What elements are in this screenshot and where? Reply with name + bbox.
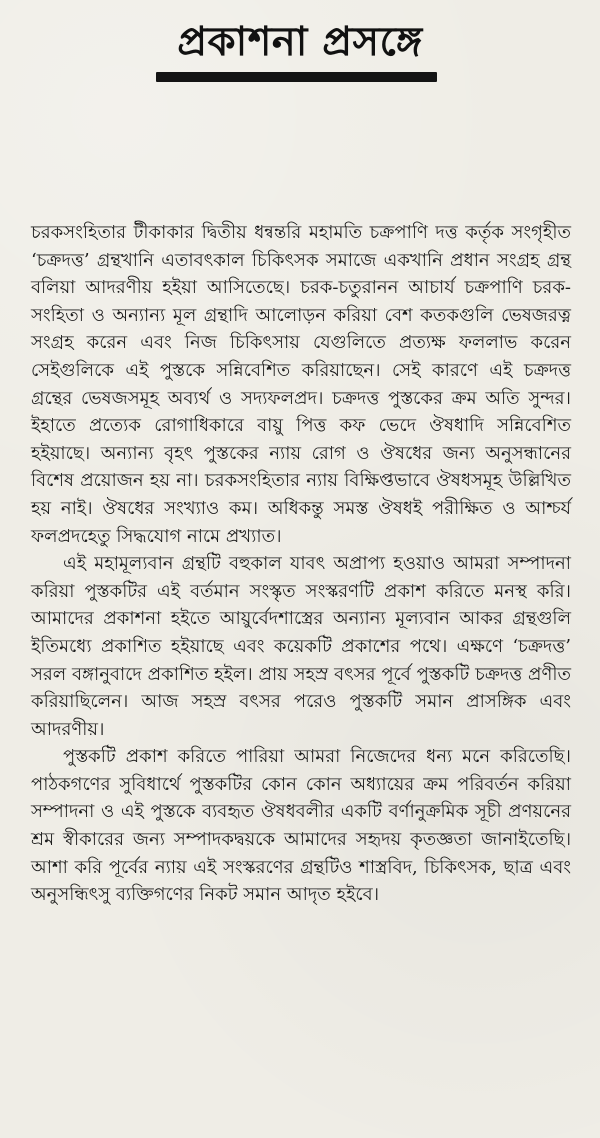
title-underline (156, 72, 437, 82)
paragraph-3: পুস্তকটি প্রকাশ করিতে পারিয়া আমরা নিজেদের ধন্য মনে করিতেছি। পাঠকগণের সুবিধার্থে পুস্তকটির কোন কোন অধ্যায়ের ক্রম পরিবর্তন করিয়া সম্পাদনা ও এই পুস্তকে ব্যবহৃত ঔষধবলীর একটি বর্ণানুক্রমিক সূচী প্রণয়নের শ্রম স্বীকারের জন্য সম্পাদকদ্বয়কে আমাদের সহৃদয় কৃতজ্ঞতা জানাইতেছি। আশা করি পূর্বের ন্যায় এই সংস্করণের গ্রন্থটিও শাস্ত্রবিদ, চিকিৎসক, ছাত্র এবং অনুসন্ধিৎসু ব্যক্তিগণের নিকট সমান আদৃত হইবে। (31, 746, 571, 906)
body-text (31, 219, 571, 909)
title-block (120, 18, 480, 66)
paragraph-2: এই মহামূল্যবান গ্রন্থটি বহুকাল যাবৎ অপ্রাপ্য হওয়াও আমরা সম্পাদনা করিয়া পুস্তকটির এই বর্তমান সংস্কৃত সংস্করণটি প্রকাশ করিতে মনস্থ করি। আমাদের প্রকাশনা হইতে আয়ুর্বেদশাস্ত্রের অন্যান্য মূল্যবান আকর গ্রন্থগুলি ইতিমধ্যে প্রকাশিত হইয়াছে এবং কয়েকটি প্রকাশের পথে। এক্ষণে ‘চক্রদত্ত’ সরল বঙ্গানুবাদে প্রকাশিত হইল। প্রায় সহস্র বৎসর পূর্বে পুস্তকটি চক্রদত্ত প্রণীত করিয়াছিলেন। আজ সহস্র বৎসর পরেও পুস্তকটি সমান প্রাসঙ্গিক এবং আদরণীয়। (31, 553, 571, 740)
paragraph-1: চরকসংহিতার টীকাকার দ্বিতীয় ধন্বন্তরি মহামতি চক্রপাণি দত্ত কর্তৃক সংগৃহীত ‘চক্রদত্ত’ গ্রন্থখানি এতাবৎকাল চিকিৎসক সমাজে একখানি প্রধান সংগ্রহ গ্রন্থ বলিয়া আদরণীয় হইয়া আসিতেছে। চরক-চতুরানন আচার্য চক্রপাণি চরক-সংহিতা ও অন্যান্য মূল গ্রন্থাদি আলোড়ন করিয়া বেশ কতকগুলি ভেষজরত্ন সংগ্রহ করেন এবং নিজ চিকিৎসায় যেগুলিতে প্রত্যক্ষ ফললাভ করেন সেইগুলিকে এই পুস্তকে সন্নিবেশিত করিয়াছেন। সেই কারণে এই চক্রদত্ত গ্রন্থের ভেষজসমূহ অব্যর্থ ও সদ্যফলপ্রদ। চক্রদত্ত পুস্তকের ক্রম অতি সুন্দর। ইহাতে প্রত্যেক রোগাধিকারে বায়ু পিত্ত কফ ভেদে ঔষধাদি সন্নিবেশিত হইয়াছে। অন্যান্য বৃহৎ পুস্তকের ন্যায় রোগ ও ঔষধের জন্য অনুসন্ধানের বিশেষ প্রয়োজন হয় না। চরকসংহিতার ন্যায় বিক্ষিপ্তভাবে ঔষধসমূহ উল্লিখিত হয় নাই। ঔষধের সংখ্যাও কম। অধিকন্তু সমস্ত ঔষধই পরীক্ষিত ও আশ্চর্য ফলপ্রদহেতু সিদ্ধযোগ নামে প্রখ্যাত। (31, 222, 571, 547)
page-title: প্রকাশনা প্রসঙ্গে (177, 18, 423, 65)
